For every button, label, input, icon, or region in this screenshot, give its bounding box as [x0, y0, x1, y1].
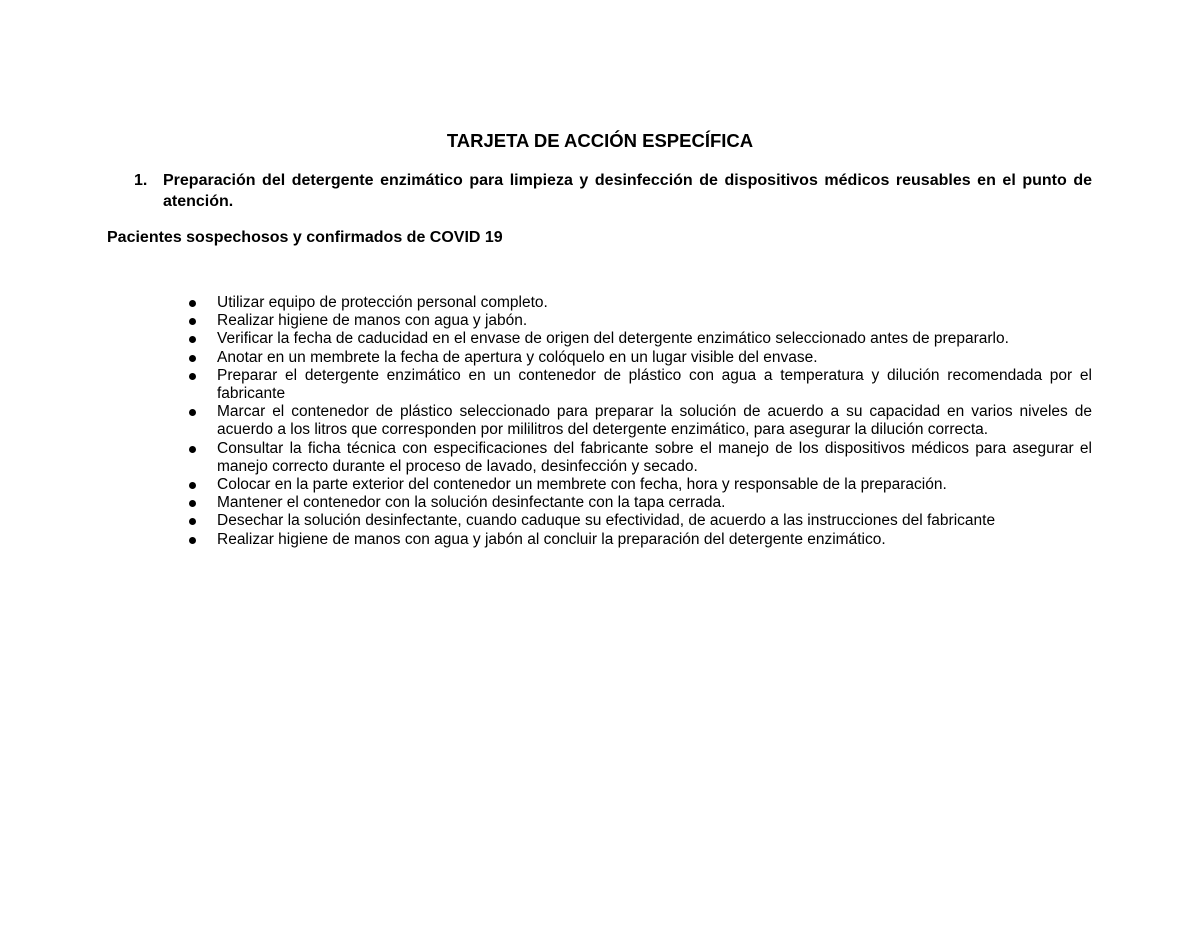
list-item: [186, 403, 1092, 439]
bullet-icon: [189, 518, 196, 525]
bullet-text: Desechar la solución desinfectante, cuando caduque su efectividad, de acuerdo a las instrucciones del fabricante: [217, 512, 996, 530]
bullet-icon: [189, 355, 196, 362]
bullet-text: Marcar el contenedor de plástico seleccionado para preparar la solución de acuerdo a su capacidad en varios niveles de acuerdo a los litros que corresponden por mililitros del detergente enzimático, para asegurar la dilución correcta.: [217, 403, 1092, 439]
bullet-icon: [189, 336, 196, 343]
list-item: [186, 294, 1092, 312]
bullet-text: Utilizar equipo de protección personal completo.: [217, 294, 548, 311]
bullet-icon: [189, 537, 196, 544]
bullet-text: Realizar higiene de manos con agua y jabón al concluir la preparación del detergente enzimático.: [217, 530, 886, 548]
bullet-text: Consultar la ficha técnica con especificaciones del fabricante sobre el manejo de los dispositivos médicos para asegurar el manejo correcto durante el proceso de lavado, desinfección y secado.: [217, 439, 1092, 475]
section-subtitle: Pacientes sospechosos y confirmados de COVID 19: [107, 229, 503, 246]
numbered-list-item: [134, 170, 1092, 212]
bullet-icon: [189, 482, 196, 489]
list-item: [186, 367, 1092, 403]
list-item: [186, 531, 1092, 549]
list-item: [186, 330, 1092, 348]
list-item: [186, 440, 1092, 476]
bullet-icon: [189, 446, 196, 453]
list-item: [186, 312, 1092, 330]
bullet-text: Anotar en un membrete la fecha de apertura y colóquelo en un lugar visible del envase.: [217, 348, 818, 366]
numbered-item-text: Preparación del detergente enzimático para limpieza y desinfección de dispositivos médicos reusables en el punto de atención.: [163, 172, 1092, 210]
bullet-icon: [189, 409, 196, 416]
bullet-text: Colocar en la parte exterior del contenedor un membrete con fecha, hora y responsable de la preparación.: [217, 476, 947, 494]
list-item: [186, 476, 1092, 494]
numbered-list: [134, 170, 1092, 212]
bullet-text: Verificar la fecha de caducidad en el envase de origen del detergente enzimático seleccionado antes de prepararlo.: [217, 330, 1009, 348]
bullet-text: Realizar higiene de manos con agua y jabón.: [217, 312, 528, 330]
bullet-icon: [189, 500, 196, 507]
bullet-text: Preparar el detergente enzimático en un contenedor de plástico con agua a temperatura y dilución recomendada por el fabricante: [217, 366, 1092, 403]
list-item: [186, 512, 1092, 530]
list-item: [186, 349, 1092, 367]
list-number: 1.: [134, 172, 148, 189]
bullet-icon: [189, 318, 196, 325]
list-item: [186, 494, 1092, 512]
bullet-list: [186, 294, 1092, 549]
document-title: TARJETA DE ACCIÓN ESPECÍFICA: [446, 130, 754, 151]
bullet-icon: [189, 373, 196, 380]
bullet-icon: [189, 300, 196, 307]
bullet-text: Mantener el contenedor con la solución desinfectante con la tapa cerrada.: [217, 494, 726, 512]
